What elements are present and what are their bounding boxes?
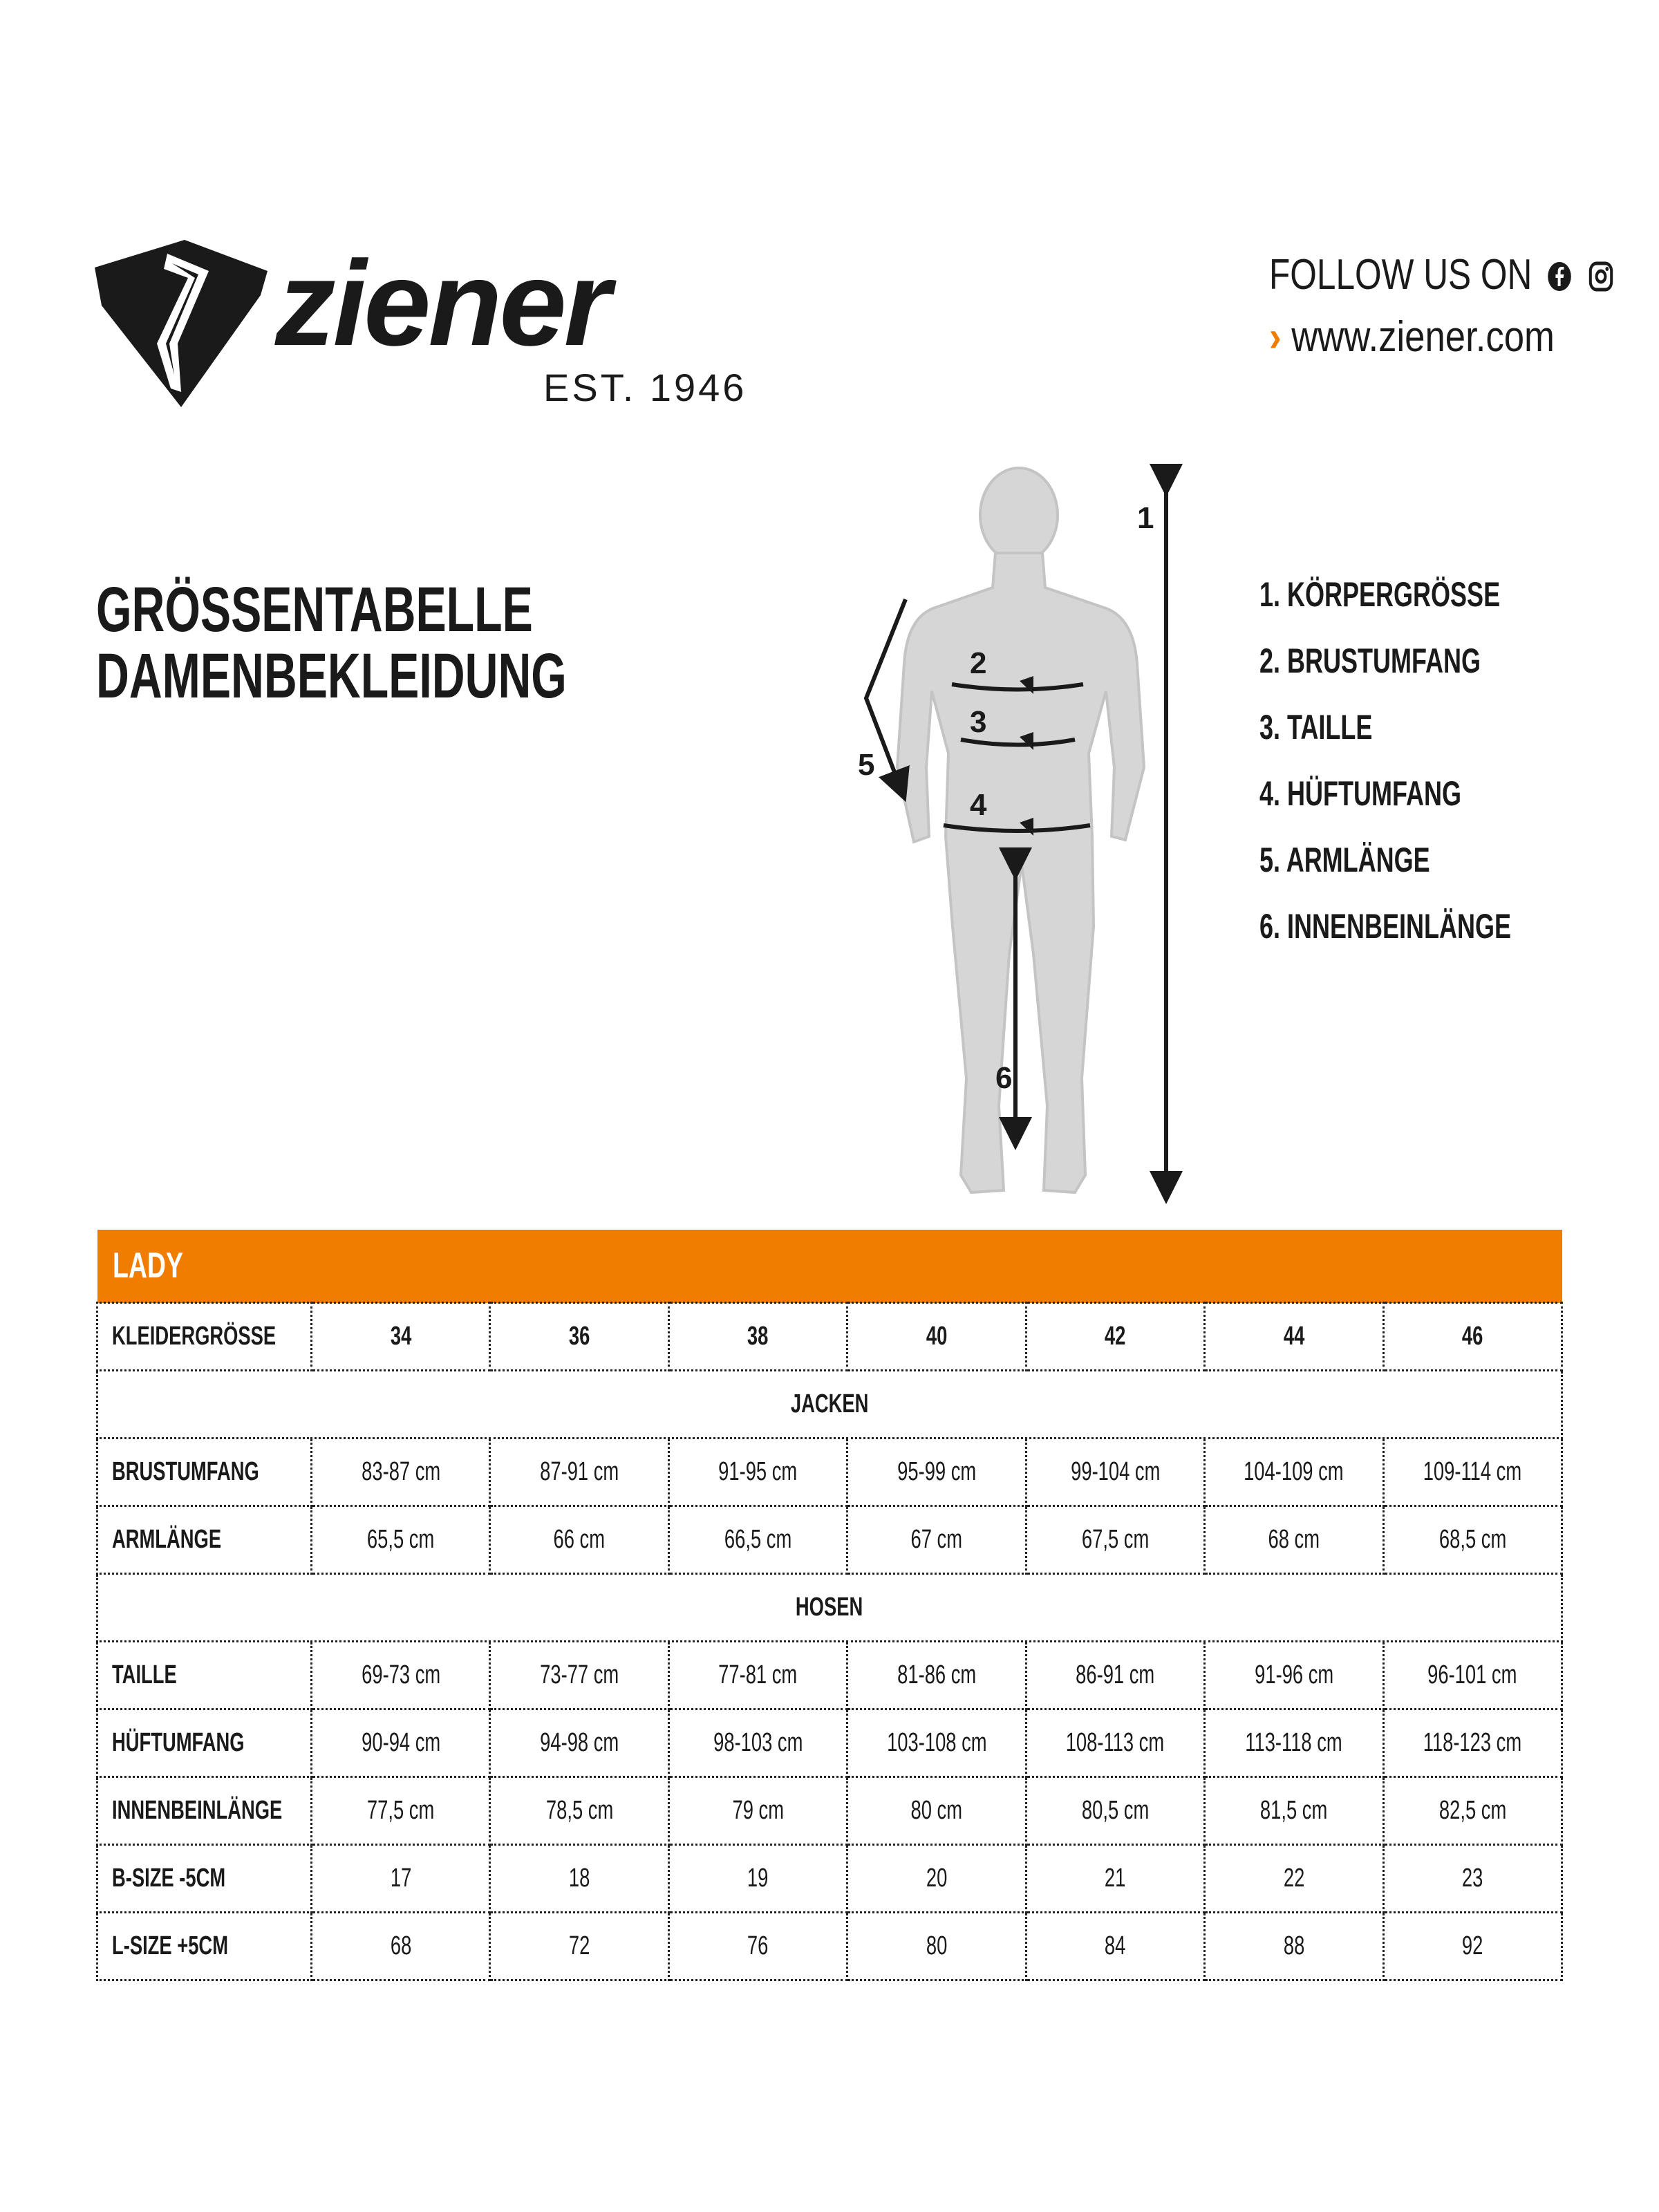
row-label <box>97 1303 312 1371</box>
cell-text: 80 <box>926 1931 948 1960</box>
table-cell <box>668 1709 847 1777</box>
cell-text: 38 <box>747 1322 769 1351</box>
cell-text: 20 <box>926 1864 948 1893</box>
table-row <box>97 1438 1562 1506</box>
table-cell <box>490 1642 668 1709</box>
cell-text: 82,5 cm <box>1438 1796 1506 1825</box>
figure-label-5: 5 <box>858 748 875 782</box>
size-table <box>96 1230 1563 1981</box>
size-header-cell <box>1383 1303 1562 1371</box>
table-cell <box>490 1709 668 1777</box>
facebook-icon[interactable] <box>1547 261 1571 292</box>
table-row <box>97 1913 1562 1980</box>
cell-text: 36 <box>568 1322 590 1351</box>
cell-text: 68 <box>390 1931 411 1960</box>
table-cell <box>847 1709 1026 1777</box>
table-cell <box>1205 1777 1383 1845</box>
table-cell <box>312 1913 490 1980</box>
cell-text: B-SIZE -5CM <box>112 1864 226 1893</box>
table-cell <box>490 1506 668 1574</box>
figure-label-2: 2 <box>970 646 987 680</box>
ziener-shield-logo-icon <box>95 240 268 407</box>
cell-text: 90-94 cm <box>361 1728 440 1757</box>
table-cell <box>1383 1506 1562 1574</box>
table-cell <box>847 1777 1026 1845</box>
section-row <box>97 1574 1562 1642</box>
website-link[interactable] <box>1269 312 1605 362</box>
table-cell <box>1383 1777 1562 1845</box>
section-title <box>97 1574 1562 1642</box>
cell-text: 78,5 cm <box>545 1796 613 1825</box>
figure-label-3: 3 <box>970 705 987 739</box>
cell-text: 104-109 cm <box>1244 1457 1344 1486</box>
cell-text: 80,5 cm <box>1081 1796 1150 1825</box>
cell-text: LADY <box>112 1246 183 1286</box>
page-title-line1: GRÖSSENTABELLE <box>96 574 533 645</box>
row-label <box>97 1777 312 1845</box>
cell-text: 67 cm <box>910 1525 963 1554</box>
table-cell <box>1383 1845 1562 1913</box>
cell-text: 81-86 cm <box>897 1660 976 1689</box>
follow-label: FOLLOW US ON <box>1269 251 1533 299</box>
table-cell <box>1026 1506 1204 1574</box>
cell-text: 69-73 cm <box>361 1660 440 1689</box>
size-header-cell <box>1026 1303 1204 1371</box>
cell-text: 80 cm <box>910 1796 963 1825</box>
table-cell <box>312 1438 490 1506</box>
cell-text: 99-104 cm <box>1070 1457 1161 1486</box>
cell-text: 18 <box>568 1864 590 1893</box>
table-cell <box>1026 1913 1204 1980</box>
row-label <box>97 1709 312 1777</box>
table-cell <box>1026 1777 1204 1845</box>
cell-text: 66,5 cm <box>724 1525 792 1554</box>
cell-text: 94-98 cm <box>540 1728 619 1757</box>
table-cell <box>312 1777 490 1845</box>
legend-item: 6. INNENBEINLÄNGE <box>1259 907 1512 946</box>
cell-text: 118-123 cm <box>1423 1728 1522 1757</box>
section-title <box>97 1371 1562 1438</box>
cell-text: 68,5 cm <box>1438 1525 1506 1554</box>
table-cell <box>490 1845 668 1913</box>
table-cell <box>668 1913 847 1980</box>
table-row <box>97 1845 1562 1913</box>
cell-text: HOSEN <box>796 1593 863 1622</box>
table-cell <box>1205 1845 1383 1913</box>
cell-text: 44 <box>1283 1322 1305 1351</box>
cell-text: 68 cm <box>1268 1525 1320 1554</box>
table-heading <box>97 1230 1562 1303</box>
cell-text: 98-103 cm <box>713 1728 803 1757</box>
cell-text: 40 <box>926 1322 948 1351</box>
table-cell <box>490 1913 668 1980</box>
instagram-icon[interactable] <box>1588 261 1613 292</box>
cell-text: 79 cm <box>732 1796 784 1825</box>
cell-text: 72 <box>568 1931 590 1960</box>
section-row <box>97 1371 1562 1438</box>
website-url[interactable]: www.ziener.com <box>1291 313 1555 361</box>
cell-text: 22 <box>1283 1864 1305 1893</box>
cell-text: 92 <box>1462 1931 1483 1960</box>
row-label <box>97 1438 312 1506</box>
table-cell <box>1026 1642 1204 1709</box>
cell-text: 76 <box>747 1931 769 1960</box>
table-cell <box>1383 1913 1562 1980</box>
table-cell <box>847 1438 1026 1506</box>
table-cell <box>1205 1913 1383 1980</box>
cell-text: L-SIZE +5CM <box>112 1931 228 1960</box>
cell-text: 109-114 cm <box>1423 1457 1522 1486</box>
table-cell <box>1205 1438 1383 1506</box>
table-cell <box>668 1506 847 1574</box>
legend-item: 1. KÖRPERGRÖSSE <box>1259 575 1501 614</box>
figure-label-1: 1 <box>1137 501 1154 535</box>
cell-text: 65,5 cm <box>367 1525 435 1554</box>
established-text: EST. 1946 <box>543 366 747 409</box>
cell-text: 66 cm <box>553 1525 606 1554</box>
cell-text: 83-87 cm <box>361 1457 440 1486</box>
table-row <box>97 1709 1562 1777</box>
legend-item: 3. TAILLE <box>1259 708 1373 747</box>
cell-text: 91-95 cm <box>718 1457 798 1486</box>
cell-text: 86-91 cm <box>1076 1660 1155 1689</box>
cell-text: 87-91 cm <box>540 1457 619 1486</box>
size-header-cell <box>312 1303 490 1371</box>
legend-item: 5. ARMLÄNGE <box>1259 841 1430 879</box>
table-cell <box>1205 1709 1383 1777</box>
row-label <box>97 1506 312 1574</box>
table-row <box>97 1642 1562 1709</box>
cell-text: HÜFTUMFANG <box>112 1728 245 1757</box>
table-cell <box>1205 1642 1383 1709</box>
cell-text: ARMLÄNGE <box>112 1525 222 1554</box>
table-cell <box>1026 1709 1204 1777</box>
cell-text: 34 <box>390 1322 411 1351</box>
table-cell <box>1026 1438 1204 1506</box>
table-cell <box>1383 1642 1562 1709</box>
chevron-right-icon: › <box>1269 313 1282 361</box>
cell-text: 96-101 cm <box>1427 1660 1517 1689</box>
table-cell <box>1026 1845 1204 1913</box>
table-cell <box>1205 1506 1383 1574</box>
table-heading-row <box>97 1230 1562 1303</box>
table-cell <box>312 1642 490 1709</box>
cell-text: KLEIDERGRÖSSE <box>112 1322 276 1351</box>
size-header-cell <box>668 1303 847 1371</box>
body-measurement-figure <box>830 456 1217 1210</box>
cell-text: 88 <box>1283 1931 1305 1960</box>
table-cell <box>668 1777 847 1845</box>
table-row <box>97 1506 1562 1574</box>
cell-text: JACKEN <box>790 1389 869 1418</box>
cell-text: 113-118 cm <box>1245 1728 1343 1757</box>
cell-text: 17 <box>390 1864 411 1893</box>
row-label <box>97 1913 312 1980</box>
figure-label-4: 4 <box>970 788 987 822</box>
cell-text: 77,5 cm <box>367 1796 435 1825</box>
cell-text: 42 <box>1105 1322 1126 1351</box>
cell-text: 95-99 cm <box>897 1457 976 1486</box>
brand-wordmark: ziener <box>275 236 608 371</box>
cell-text: 21 <box>1105 1864 1126 1893</box>
table-row <box>97 1777 1562 1845</box>
table-cell <box>312 1845 490 1913</box>
size-header-row <box>97 1303 1562 1371</box>
size-header-cell <box>490 1303 668 1371</box>
size-header-cell <box>847 1303 1026 1371</box>
cell-text: 46 <box>1462 1322 1483 1351</box>
legend-item: 4. HÜFTUMFANG <box>1259 774 1461 813</box>
table-cell <box>312 1709 490 1777</box>
cell-text: 91-96 cm <box>1254 1660 1333 1689</box>
cell-text: BRUSTUMFANG <box>112 1457 259 1486</box>
table-cell <box>668 1642 847 1709</box>
page-title-line2: DAMENBEKLEIDUNG <box>96 641 567 711</box>
cell-text: TAILLE <box>112 1660 177 1689</box>
table-cell <box>1383 1709 1562 1777</box>
legend-item: 2. BRUSTUMFANG <box>1259 641 1481 680</box>
cell-text: INNENBEINLÄNGE <box>112 1796 283 1825</box>
table-cell <box>847 1845 1026 1913</box>
row-label <box>97 1642 312 1709</box>
table-cell <box>490 1438 668 1506</box>
cell-text: 73-77 cm <box>540 1660 619 1689</box>
cell-text: 108-113 cm <box>1066 1728 1165 1757</box>
row-label <box>97 1845 312 1913</box>
table-cell <box>490 1777 668 1845</box>
cell-text: 77-81 cm <box>718 1660 798 1689</box>
cell-text: 84 <box>1105 1931 1126 1960</box>
cell-text: 23 <box>1462 1864 1483 1893</box>
cell-text: 81,5 cm <box>1260 1796 1328 1825</box>
table-cell <box>847 1642 1026 1709</box>
table-cell <box>312 1506 490 1574</box>
cell-text: 103-108 cm <box>886 1728 987 1757</box>
table-cell <box>847 1506 1026 1574</box>
follow-us <box>1269 250 1659 299</box>
table-cell <box>668 1845 847 1913</box>
table-cell <box>847 1913 1026 1980</box>
figure-label-6: 6 <box>995 1061 1013 1095</box>
cell-text: 19 <box>747 1864 769 1893</box>
table-cell <box>1383 1438 1562 1506</box>
size-header-cell <box>1205 1303 1383 1371</box>
table-cell <box>668 1438 847 1506</box>
cell-text: 67,5 cm <box>1081 1525 1150 1554</box>
